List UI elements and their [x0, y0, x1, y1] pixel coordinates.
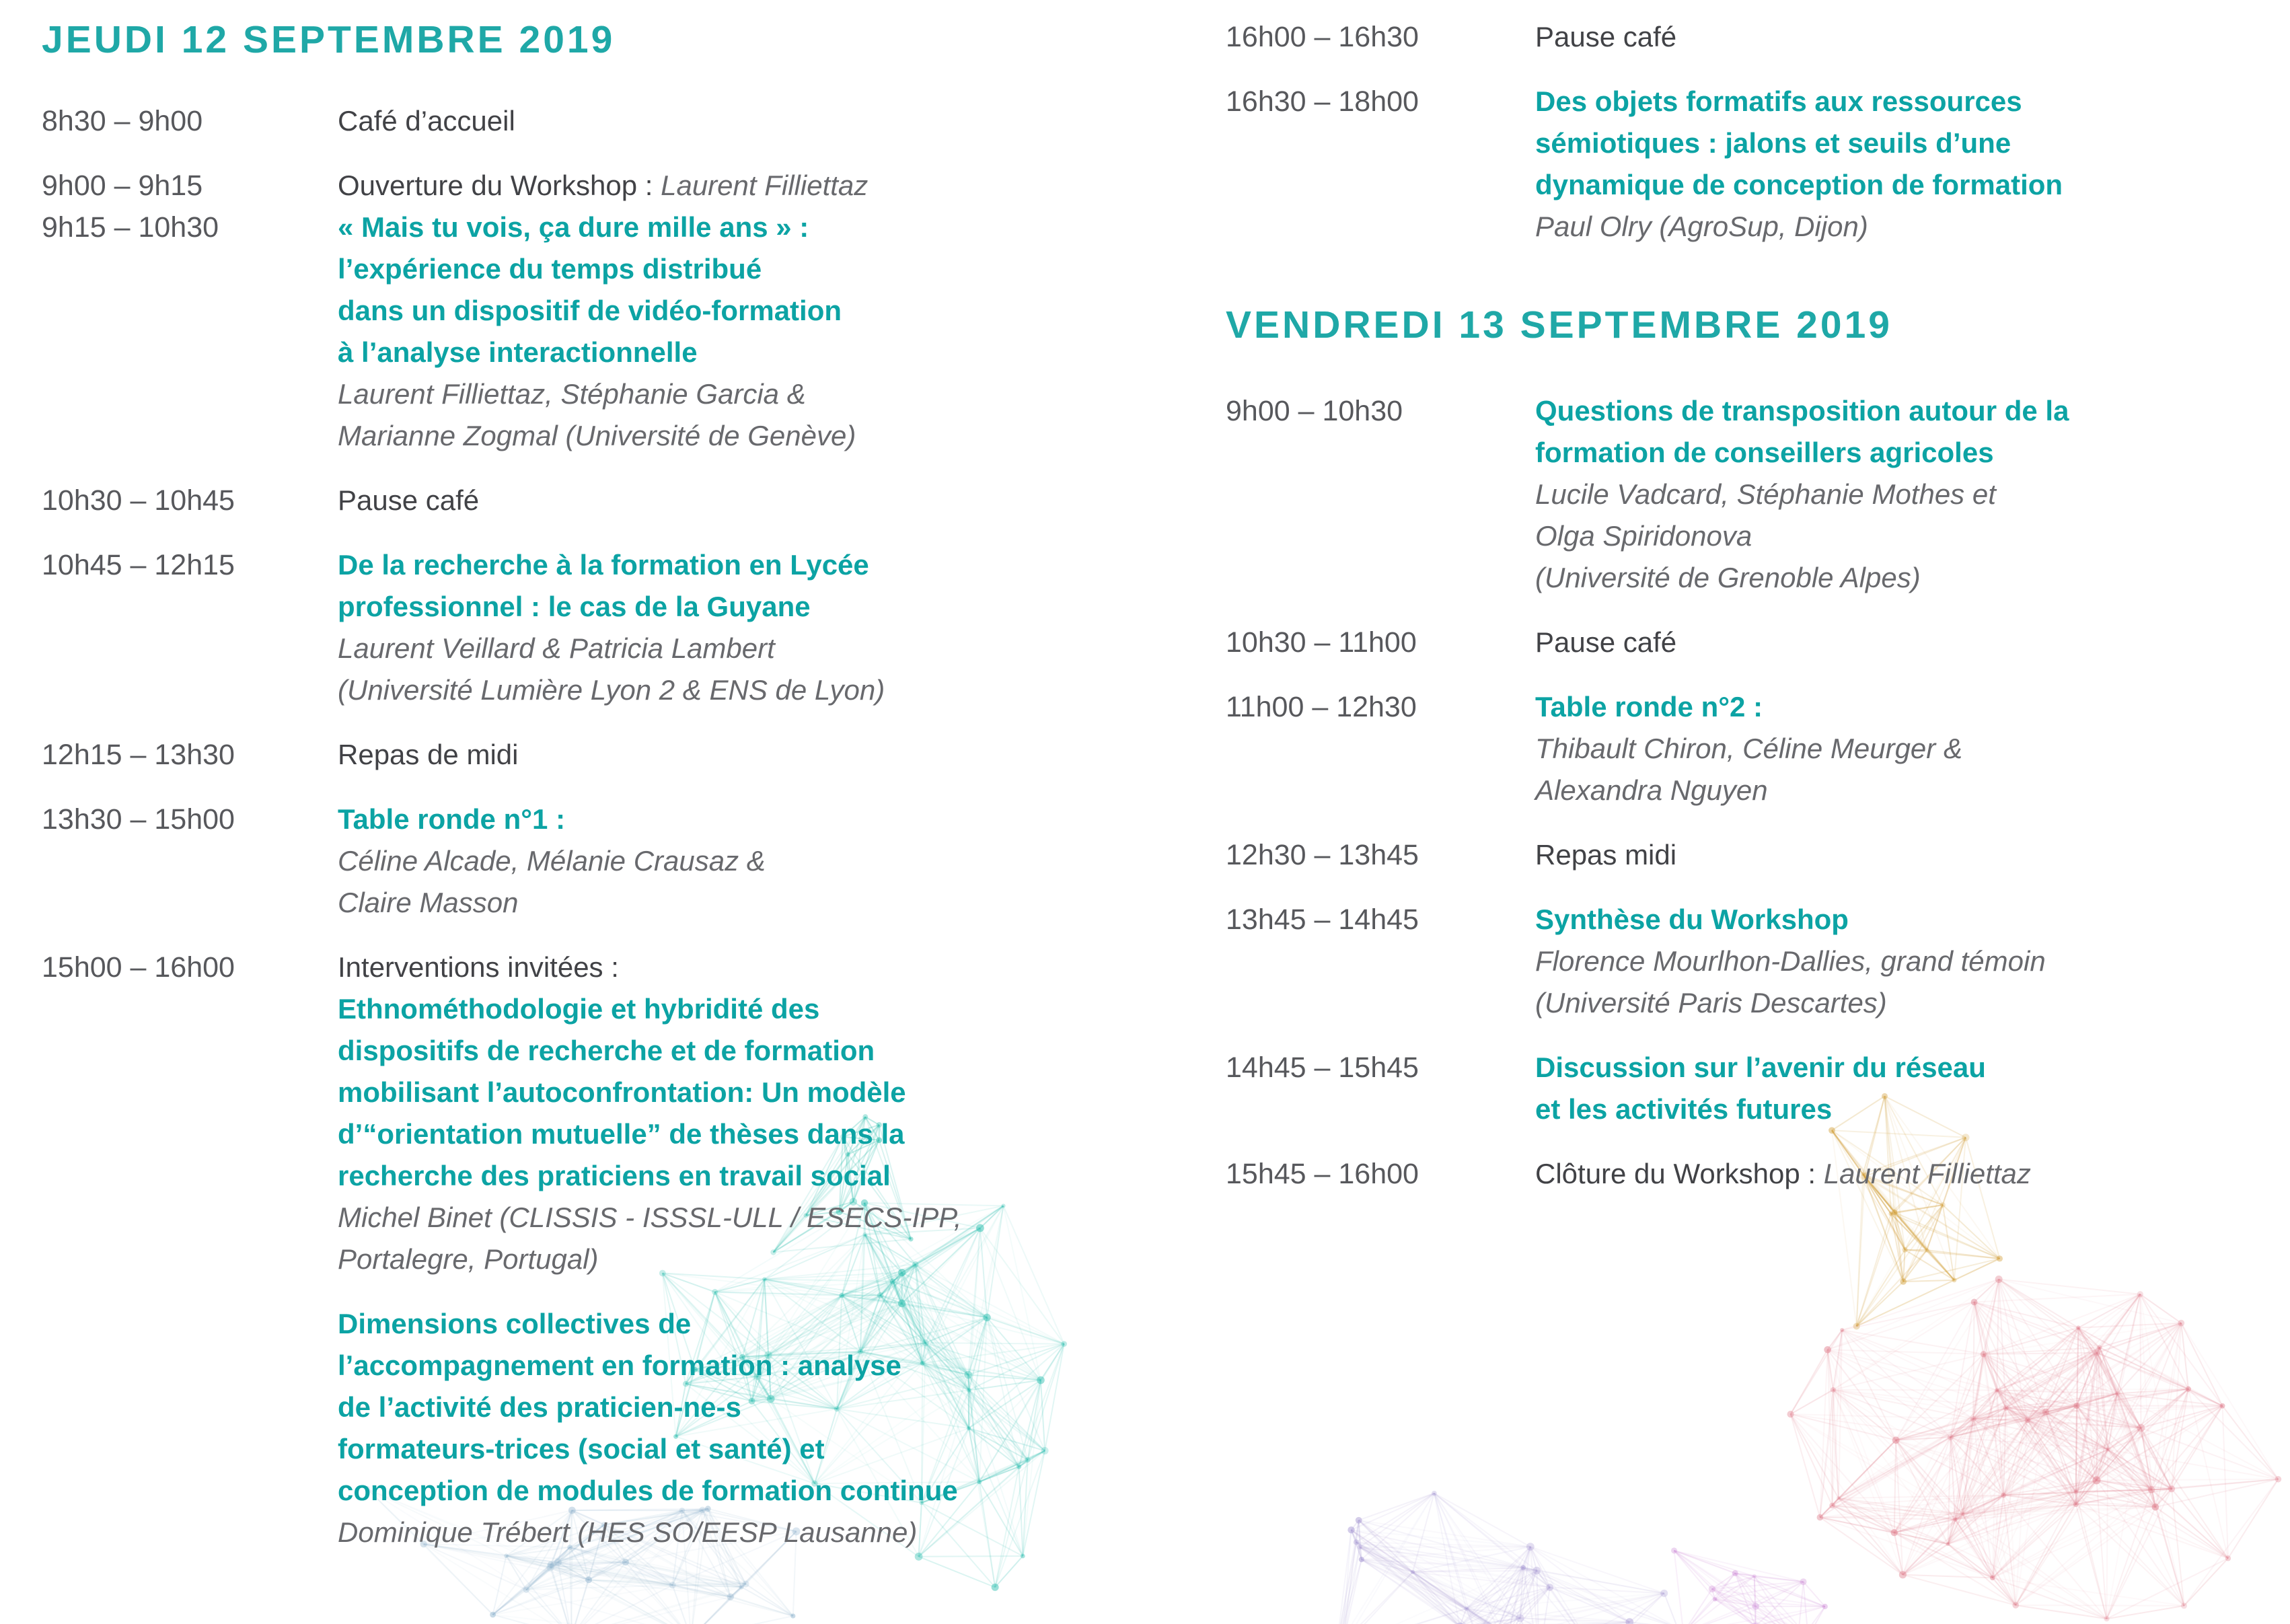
session-title-text: de l’activité des praticien-ne-s [338, 1391, 741, 1423]
session-title-line [338, 1113, 1071, 1155]
time-range: 9h15 – 10h30 [42, 211, 219, 244]
session-title-line [1535, 1047, 2282, 1088]
speaker-text: (Université de Grenoble Alpes) [1535, 562, 1921, 593]
session-title-line [338, 1303, 1071, 1345]
session-title-text: sémiotiques : jalons et seuils d’une [1535, 127, 2011, 159]
event-details [1535, 1047, 2282, 1130]
session-title-text: Questions de transposition autour de la [1535, 395, 2069, 427]
session-title-line [338, 799, 1071, 840]
time-range: 14h45 – 15h45 [1226, 1051, 1419, 1084]
session-title-text: « Mais tu vois, ça dure mille ans » : [338, 211, 809, 243]
schedule-row [42, 734, 1071, 776]
session-title-line [338, 1470, 1071, 1512]
speaker-text: Laurent Filliettaz, Stéphanie Garcia & [338, 378, 806, 410]
event-line [1535, 1153, 2282, 1195]
time-range: 13h30 – 15h00 [42, 803, 235, 836]
event-line [1535, 16, 2282, 58]
schedule-row [42, 100, 1071, 142]
event-line [1535, 834, 2282, 876]
column-right [1226, 16, 2282, 1218]
event-line [338, 480, 1071, 521]
speaker-line [338, 840, 1071, 882]
session-title-line [338, 1155, 1071, 1197]
time-column [42, 799, 338, 924]
time-range: 8h30 – 9h00 [42, 105, 203, 137]
speaker-line [1535, 940, 2282, 982]
speaker-line [1535, 515, 2282, 557]
time-column [1226, 899, 1535, 1024]
event-text: Pause café [1535, 626, 1677, 658]
session-title-line [338, 1072, 1071, 1113]
speaker-line [1535, 206, 2282, 248]
time-column [42, 100, 338, 142]
session-title-line [338, 988, 1071, 1030]
time-column [42, 544, 338, 711]
time-range: 9h00 – 9h15 [42, 170, 203, 202]
time-column [42, 734, 338, 776]
event-text: Repas midi [1535, 839, 1677, 871]
session-title-text: l’expérience du temps distribué [338, 253, 762, 285]
session-title-line [338, 1428, 1071, 1470]
speaker-text: Claire Masson [338, 887, 519, 918]
schedule-row [1226, 81, 2282, 248]
session-title-line [1535, 1088, 2282, 1130]
time-column [1226, 834, 1535, 876]
speaker-line [1535, 770, 2282, 811]
time-column [1226, 1047, 1535, 1130]
event-details [1535, 622, 2282, 663]
speaker-text: Laurent Filliettaz [1823, 1158, 2031, 1189]
time-column [42, 947, 338, 1280]
schedule-row [42, 799, 1071, 924]
schedule-row [1226, 834, 2282, 876]
schedule-row [1226, 622, 2282, 663]
session-title-text: dans un dispositif de vidéo-formation [338, 295, 842, 326]
event-line [338, 734, 1071, 776]
session-title-text: Des objets formatifs aux ressources [1535, 85, 2022, 117]
speaker-text: Lucile Vadcard, Stéphanie Mothes et [1535, 478, 1996, 510]
time-column [42, 480, 338, 521]
schedule-row [1226, 1153, 2282, 1195]
session-title-text: De la recherche à la formation en Lycée [338, 549, 869, 581]
session-title-line [338, 248, 1071, 290]
speaker-line [1535, 982, 2282, 1024]
time-range: 10h30 – 10h45 [42, 484, 235, 517]
schedule-row [42, 1303, 1071, 1553]
event-details [1535, 16, 2282, 58]
session-title-text: d’“orientation mutuelle” de thèses dans la [338, 1118, 905, 1150]
event-details [338, 799, 1071, 924]
speaker-text: Michel Binet (CLISSIS - ISSSL-ULL / ESECS-IPP, [338, 1202, 962, 1233]
event-details [1535, 1153, 2282, 1195]
speaker-line [338, 882, 1071, 924]
column-left [42, 16, 1071, 1576]
speaker-text: Dominique Trébert (HES SO/EESP Lausanne) [338, 1516, 918, 1548]
time-range: 15h45 – 16h00 [1226, 1158, 1419, 1190]
time-range: 9h00 – 10h30 [1226, 395, 1403, 427]
event-text: Clôture du Workshop : [1535, 1158, 1824, 1189]
session-title-text: Dimensions collectives de [338, 1308, 692, 1339]
session-title-line [1535, 164, 2282, 206]
session-title-text: mobilisant l’autoconfrontation: Un modèle [338, 1076, 906, 1108]
schedule-row [1226, 390, 2282, 599]
speaker-text: Alexandra Nguyen [1535, 774, 1768, 806]
event-details [1535, 899, 2282, 1024]
session-title-line [338, 544, 1071, 586]
day-heading: JEUDI 12 SEPTEMBRE 2019 [42, 18, 616, 61]
event-details [1535, 390, 2282, 599]
speaker-text: Olga Spiridonova [1535, 520, 1752, 552]
session-title-text: et les activités futures [1535, 1093, 1833, 1125]
session-title-text: recherche des praticiens en travail social [338, 1160, 891, 1191]
speaker-text: Florence Mourlhon-Dallies, grand témoin [1535, 945, 2046, 977]
time-range: 12h30 – 13h45 [1226, 839, 1419, 871]
session-title-line [338, 1387, 1071, 1428]
speaker-line [1535, 728, 2282, 770]
event-details [338, 947, 1071, 1280]
time-range: 16h00 – 16h30 [1226, 21, 1419, 53]
speaker-line [338, 415, 1071, 457]
session-title-text: formateurs-trices (social et santé) et [338, 1433, 825, 1465]
event-text: Pause café [1535, 21, 1677, 52]
time-column [1226, 622, 1535, 663]
schedule-row [42, 480, 1071, 521]
speaker-text: (Université Lumière Lyon 2 & ENS de Lyon) [338, 674, 885, 706]
session-title-text: Discussion sur l’avenir du réseau [1535, 1051, 1986, 1083]
event-details [338, 1303, 1071, 1553]
speaker-text: Paul Olry (AgroSup, Dijon) [1535, 211, 1868, 242]
event-details [1535, 686, 2282, 811]
day-heading: VENDREDI 13 SEPTEMBRE 2019 [1226, 303, 1892, 346]
session-title-line [338, 586, 1071, 628]
speaker-line [338, 373, 1071, 415]
speaker-text: Laurent Veillard & Patricia Lambert [338, 632, 775, 664]
session-title-text: Synthèse du Workshop [1535, 903, 1849, 935]
time-column [1226, 81, 1535, 248]
event-details [338, 480, 1071, 521]
schedule-row [42, 544, 1071, 711]
event-text: Repas de midi [338, 739, 519, 770]
event-line [338, 165, 1071, 207]
time-column [1226, 1153, 1535, 1195]
time-range: 16h30 – 18h00 [1226, 85, 1419, 118]
session-title-line [1535, 686, 2282, 728]
time-column [1226, 16, 1535, 58]
event-details [338, 100, 1071, 142]
speaker-line [1535, 557, 2282, 599]
time-column [42, 1303, 338, 1553]
time-range: 11h00 – 12h30 [1226, 691, 1417, 723]
session-title-line [1535, 390, 2282, 432]
event-text: Pause café [338, 484, 480, 516]
speaker-text: (Université Paris Descartes) [1535, 987, 1887, 1019]
time-range: 12h15 – 13h30 [42, 739, 235, 771]
session-title-text: Table ronde n°1 : [338, 803, 566, 835]
event-details [1535, 81, 2282, 248]
event-details [338, 734, 1071, 776]
schedule-row [42, 165, 1071, 457]
session-title-text: à l’analyse interactionnelle [338, 336, 698, 368]
event-line [338, 947, 1071, 988]
speaker-line [338, 1197, 1071, 1239]
session-title-text: l’accompagnement en formation : analyse [338, 1350, 901, 1381]
session-title-line [1535, 432, 2282, 474]
schedule-row [1226, 899, 2282, 1024]
speaker-line [338, 669, 1071, 711]
session-title-text: Table ronde n°2 : [1535, 691, 1763, 723]
schedule-row [1226, 16, 2282, 58]
event-line [1535, 622, 2282, 663]
speaker-text: Thibault Chiron, Céline Meurger & [1535, 733, 1962, 764]
event-text: Café d’accueil [338, 105, 515, 137]
time-range: 10h45 – 12h15 [42, 549, 235, 581]
event-details [338, 544, 1071, 711]
time-range: 10h30 – 11h00 [1226, 626, 1417, 659]
session-title-text: conception de modules de formation continue [338, 1475, 958, 1506]
event-text: Interventions invitées : [338, 951, 619, 983]
speaker-line [1535, 474, 2282, 515]
session-title-text: dynamique de conception de formation [1535, 169, 2063, 200]
schedule-row [42, 947, 1071, 1280]
time-column [42, 165, 338, 457]
event-line [338, 100, 1071, 142]
session-title-text: dispositifs de recherche et de formation [338, 1035, 875, 1066]
schedule-row [1226, 686, 2282, 811]
time-range: 15h00 – 16h00 [42, 951, 235, 984]
session-title-line [1535, 81, 2282, 122]
session-title-text: Ethnométhodologie et hybridité des [338, 993, 820, 1025]
session-title-line [338, 1030, 1071, 1072]
session-title-line [1535, 899, 2282, 940]
time-column [1226, 686, 1535, 811]
speaker-line [338, 628, 1071, 669]
session-title-text: formation de conseillers agricoles [1535, 437, 1994, 468]
session-title-line [338, 1345, 1071, 1387]
speaker-line [338, 1512, 1071, 1553]
time-range: 13h45 – 14h45 [1226, 903, 1419, 936]
event-details [1535, 834, 2282, 876]
session-title-text: professionnel : le cas de la Guyane [338, 591, 811, 622]
time-column [1226, 390, 1535, 599]
session-title-line [338, 290, 1071, 332]
speaker-text: Laurent Filliettaz [661, 170, 869, 201]
speaker-text: Marianne Zogmal (Université de Genève) [338, 420, 856, 451]
schedule-row [1226, 1047, 2282, 1130]
event-details [338, 165, 1071, 457]
event-text: Ouverture du Workshop : [338, 170, 661, 201]
session-title-line [338, 207, 1071, 248]
session-title-line [338, 332, 1071, 373]
session-title-line [1535, 122, 2282, 164]
speaker-line [338, 1239, 1071, 1280]
speaker-text: Céline Alcade, Mélanie Crausaz & [338, 845, 766, 877]
speaker-text: Portalegre, Portugal) [338, 1243, 599, 1275]
